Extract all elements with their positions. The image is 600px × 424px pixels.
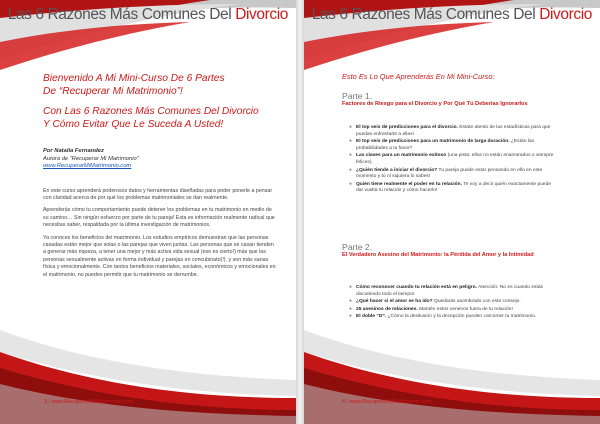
list-item xyxy=(349,181,554,195)
item-text: Tu pareja puede estar pensando en ello en este momento y tú ni siquiera lo sabes! xyxy=(356,167,543,180)
list-item xyxy=(349,125,554,138)
bullet-icon: ● xyxy=(349,181,352,187)
bullet-icon: ● xyxy=(349,299,352,305)
item-text: ¿Cómo la desilusión y la decepción pueden carcomer tu matrimonio. xyxy=(386,314,537,320)
item-bold: El top seis de predicciones para un matrimonio de larga duración. xyxy=(356,139,510,145)
list-item xyxy=(349,139,554,152)
bullet-icon: ● xyxy=(349,284,352,290)
left-page-body xyxy=(43,73,278,284)
item-bold: Quién tiene realmente el poder en tu relación. xyxy=(356,181,462,187)
bullet-icon: ● xyxy=(349,314,352,320)
item-bold: El doble “D”. xyxy=(356,314,387,320)
footer-website-link[interactable]: www.RecuperarMiMatrimonio.com xyxy=(349,399,432,405)
author-name: Por Natalia Fernandez xyxy=(43,148,104,154)
course-intro-heading: Esto Es Lo Que Aprenderás En Mi Mini-Curso: xyxy=(342,72,495,81)
bullet-icon: ● xyxy=(349,153,352,159)
footer-separator: | xyxy=(47,399,52,405)
right-page-body xyxy=(342,72,587,322)
page-header xyxy=(8,6,288,24)
header-title-gray: Las 6 Razones Más Comunes Del xyxy=(311,6,540,23)
page-number: 3 xyxy=(44,399,47,405)
header-title-red: Divorcio xyxy=(235,6,288,23)
list-item xyxy=(349,314,554,321)
item-bold: ¿Qué hacer si el amor se ha ido? xyxy=(356,299,433,305)
footer-website-link[interactable]: www.RecuperarMiMatrimonio.com xyxy=(51,399,134,405)
bullet-icon: ● xyxy=(349,139,352,145)
subtitle-line-2: Y Cómo Evitar Que Le Suceda A Usted! xyxy=(43,118,224,130)
header-title-red: Divorcio xyxy=(539,6,592,23)
part-1-title: Factores de Riesgo para el Divorcio y Por Qué Tú Deberías Ignorarlos xyxy=(342,101,528,107)
page-footer xyxy=(44,399,133,405)
part-2-label: Parte 2. xyxy=(342,241,373,252)
page-footer xyxy=(342,399,431,405)
item-text: (una pista: ellos no están enamorados o siempre felices). xyxy=(356,153,554,165)
page-4 xyxy=(304,0,600,424)
bullet-icon: ● xyxy=(349,306,352,312)
author-role: Autora de “Recuperar Mi Matrimonio” xyxy=(43,155,139,162)
header-title-gray: Las 6 Razones Más Comunes Del xyxy=(7,6,236,23)
page-number: 4 xyxy=(342,399,345,405)
page-header xyxy=(312,6,592,24)
list-item xyxy=(349,299,554,306)
author-block xyxy=(43,148,278,171)
item-bold: ¿Quién tiende a iniciar el divorcio? xyxy=(356,167,438,173)
part-2-list xyxy=(346,285,554,321)
list-item xyxy=(349,284,554,298)
page-3 xyxy=(0,0,296,424)
item-text: Atención: No es cuando estás discutiendo todo el tiempo! xyxy=(356,284,544,297)
part-1-list xyxy=(346,125,554,195)
bullet-icon: ● xyxy=(349,167,352,173)
item-bold: Cómo reconocer cuando tu relación está en peligro. xyxy=(356,284,477,290)
book-gutter xyxy=(296,0,304,424)
item-text: Mantén estos venenos fuera de tu relación! xyxy=(417,306,513,312)
item-text: Estate atento de las estadísticas para que puedas enfrentarte a ellas! xyxy=(356,125,551,137)
footer-separator: | xyxy=(345,399,350,405)
part-2-title: El Verdadero Asesino del Matrimonio: la Pérdida del Amor y la Intimidad xyxy=(342,251,534,258)
intro-paragraph-3: Ya conoces los beneficios del matrimonio. Los estudios empíricos demuestran que las personas casadas están mejor que solas o las parejas que viven juntas. Las personas que se casan tienden a generar más riqueza, a tener una mejor y más activa vida sexual (eso es cierto!) más que las personas sexualmente activas en forma individual y parejas en concubinato(!), y son más sanas física y emocionalmente. Con tantos beneficios materiales, sociales, económicos y emocionales en el matrimonio, no puedes permitir que tu matrimonio se derrumbe. xyxy=(43,234,276,278)
item-text: Te voy a decir quién exactamente puede dar vuelta tu relación y cómo hacerlo! xyxy=(356,181,552,194)
welcome-title-line-2: De “Recuperar Mi Matrimonio”! xyxy=(43,85,183,97)
subtitle-line-1: Con Las 6 Razones Más Comunes Del Divorcio xyxy=(43,106,259,117)
list-item xyxy=(349,153,554,166)
author-website-link[interactable]: www.RecuperarMiMatrimonio.com xyxy=(43,163,132,169)
part-1-label: Parte 1. xyxy=(342,91,373,101)
intro-paragraph-2: Aprenderás cómo tu comportamiento puede detener los problemas en tu matrimonio en medio de su camino… Sin ningún esfuerzo por parte de tu pareja! Esta es información realmente radical que necesitas saber, respaldada por la última investigación de matrimonios. xyxy=(43,207,275,229)
item-text: Quedarás asombrado con este consejo. xyxy=(432,299,521,305)
bullet-icon: ● xyxy=(349,125,352,130)
list-item xyxy=(349,167,554,181)
intro-paragraph-1: En este curso aprenderá poderosos datos y herramientas diseñadas para poder ponerle a pensar con claridad acerca de por qué los problemas matrimoniales se dan realmente. xyxy=(43,187,273,201)
item-bold: Las claves para un matrimonio exitoso xyxy=(356,153,447,159)
item-text: ¿Están las probabilidades a tu favor? xyxy=(356,139,535,151)
welcome-title-line-1: Bienvenido A Mi Mini-Curso De 6 Partes xyxy=(43,73,225,84)
list-item xyxy=(349,306,554,314)
item-bold: 25 asesinos de relaciones. xyxy=(356,306,418,312)
item-bold: El top seis de predicciones para el divorcio. xyxy=(356,125,458,130)
